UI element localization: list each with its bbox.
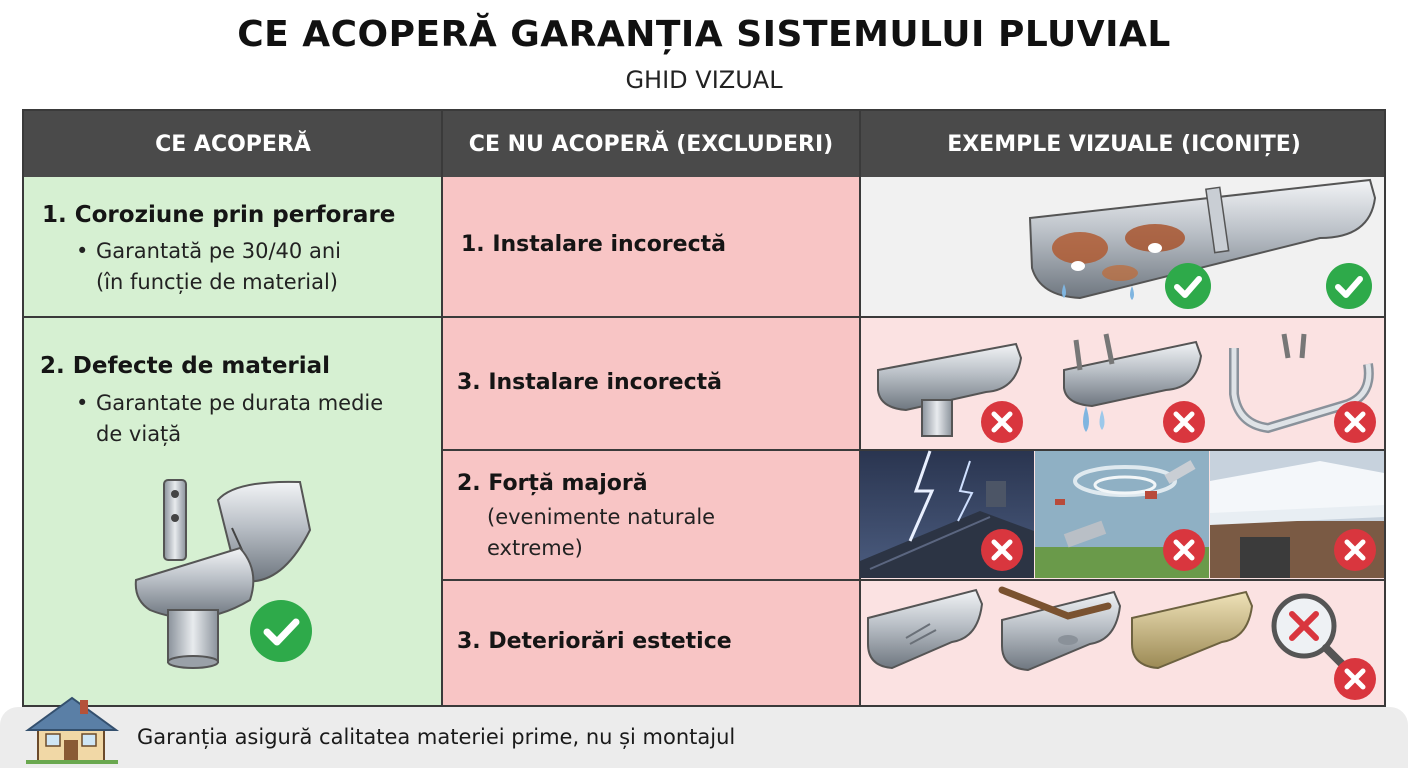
exclusion-item-title: 1. Instalare incorectă xyxy=(461,232,726,257)
x-icon xyxy=(1162,400,1206,444)
house-icon xyxy=(26,694,118,764)
exclusion-item-note: (evenimente naturale xyxy=(487,505,716,529)
exclusion-item-title: 3. Instalare incorectă xyxy=(457,370,722,395)
check-icon xyxy=(1164,262,1212,310)
x-icon xyxy=(1333,400,1377,444)
page-subtitle: GHID VIZUAL xyxy=(625,66,783,94)
page-title: CE ACOPERĂ GARANȚIA SISTEMULUI PLUVIAL xyxy=(237,14,1171,55)
divider xyxy=(24,316,1386,318)
magnifier-x-icon xyxy=(1270,592,1380,698)
covered-item-bullet-cont2: de viață xyxy=(96,422,182,446)
covered-item-title: 2. Defecte de material xyxy=(40,353,331,379)
divider xyxy=(442,579,1386,581)
footer-note: Garanția asigură calitatea materiei prime, nu și montajul xyxy=(137,725,736,749)
branch-dent-gutter-icon xyxy=(998,586,1126,684)
x-icon xyxy=(980,400,1024,444)
column-header-excluded: CE NU ACOPERĂ (EXCLUDERI) xyxy=(442,111,860,177)
divider xyxy=(441,111,443,707)
exclusion-item-note: extreme) xyxy=(487,536,583,560)
covered-item-bullet: • Garantată pe 30/40 ani xyxy=(96,236,341,267)
x-icon xyxy=(1162,528,1206,572)
divider xyxy=(859,111,861,707)
column-header-examples: EXEMPLE VIZUALE (ICONIȚE) xyxy=(860,111,1386,177)
x-icon xyxy=(1333,528,1377,572)
exclusion-item-title: 2. Forță majoră xyxy=(457,471,648,496)
check-icon xyxy=(1325,262,1373,310)
covered-item-title: 1. Coroziune prin perforare xyxy=(42,202,396,228)
scratched-gutter-icon xyxy=(866,588,986,684)
covered-item-bullet-cont: (în funcție de material) xyxy=(96,270,339,294)
x-icon xyxy=(980,528,1024,572)
discolored-gutter-icon xyxy=(1130,588,1256,684)
column-header-covered: CE ACOPERĂ xyxy=(24,111,442,177)
check-icon xyxy=(250,600,314,664)
exclusion-item-title: 3. Deteriorări estetice xyxy=(457,629,732,654)
covered-item-bullet: • Garantate pe durata medie xyxy=(96,388,383,419)
